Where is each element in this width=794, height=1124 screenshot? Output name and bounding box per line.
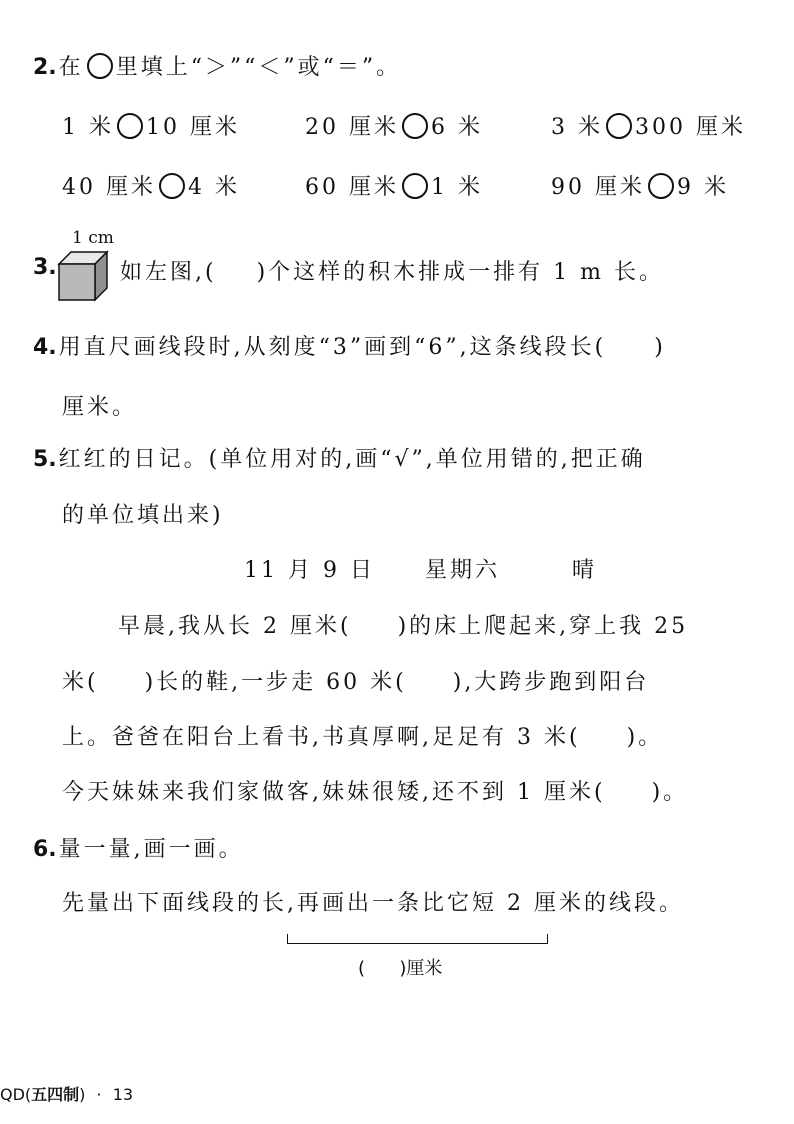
q6-title-text: 量一量,画一画。 bbox=[58, 837, 244, 862]
diary-text: 米( bbox=[62, 670, 99, 695]
page-footer bbox=[0, 1082, 133, 1105]
diary-text: ),大跨步跑到阳台 bbox=[452, 670, 650, 695]
answer-circle[interactable] bbox=[402, 173, 428, 199]
diary-weekday: 星期六 bbox=[425, 558, 501, 583]
q3-text bbox=[120, 255, 664, 286]
answer-circle[interactable] bbox=[402, 113, 428, 139]
q2-item-left: 40 厘米 bbox=[62, 175, 156, 200]
cube-size-label: 1 cm bbox=[72, 228, 114, 248]
footer-dot: · bbox=[96, 1085, 102, 1104]
q2-item-left: 20 厘米 bbox=[305, 115, 399, 140]
diary-weather: 晴 bbox=[572, 558, 598, 583]
q2-item-left: 3 米 bbox=[551, 115, 603, 140]
diary-date: 11 月 9 日 bbox=[244, 558, 375, 583]
q2-item-3[interactable] bbox=[551, 110, 746, 141]
q2-item-right: 300 厘米 bbox=[635, 115, 746, 140]
q2-item-left: 90 厘米 bbox=[551, 175, 645, 200]
q4-text-b: ) bbox=[654, 335, 666, 360]
answer-circle[interactable] bbox=[117, 113, 143, 139]
q2-number: 2. bbox=[33, 55, 57, 80]
line-segment bbox=[287, 934, 548, 944]
q4-line-1 bbox=[33, 330, 666, 361]
q5-line-2 bbox=[62, 498, 224, 529]
q4-number: 4. bbox=[33, 335, 57, 360]
q3-number: 3. bbox=[33, 255, 57, 280]
diary-text: )。 bbox=[651, 780, 689, 805]
q6-number: 6. bbox=[33, 837, 57, 862]
q2-item-2[interactable] bbox=[305, 110, 483, 141]
q2-item-left: 1 米 bbox=[62, 115, 114, 140]
q2-item-6[interactable] bbox=[551, 170, 729, 201]
q4-line-2 bbox=[62, 390, 137, 421]
q2-title bbox=[33, 50, 401, 81]
q2-item-right: 4 米 bbox=[188, 175, 240, 200]
q3-text-b: )个这样的积木排成一排有 1 m 长。 bbox=[256, 260, 665, 285]
answer-circle[interactable] bbox=[159, 173, 185, 199]
q2-item-right: 9 米 bbox=[677, 175, 729, 200]
circle-icon bbox=[87, 53, 113, 79]
diary-text: )长的鞋,一步走 60 米( bbox=[144, 670, 407, 695]
q4-text-a: 用直尺画线段时,从刻度“3”画到“6”,这条线段长( bbox=[58, 335, 607, 360]
diary-line-2 bbox=[62, 665, 649, 696]
q6-instruction: 先量出下面线段的长,再画出一条比它短 2 厘米的线段。 bbox=[62, 891, 684, 916]
q3-line bbox=[33, 255, 59, 280]
diary-text: 早晨,我从长 2 厘米( bbox=[118, 614, 352, 639]
segment-length-label[interactable]: ( )厘米 bbox=[358, 958, 443, 979]
cube-icon bbox=[57, 250, 109, 302]
diary-text: )。 bbox=[626, 725, 664, 750]
q4-text-c: 厘米。 bbox=[62, 395, 138, 420]
diary-text: )的床上爬起来,穿上我 25 bbox=[397, 614, 689, 639]
q2-item-5[interactable] bbox=[305, 170, 483, 201]
diary-text: 上。爸爸在阳台上看书,书真厚啊,足足有 3 米( bbox=[62, 725, 581, 750]
q2-item-right: 6 米 bbox=[431, 115, 483, 140]
footer-close: ) bbox=[79, 1085, 86, 1104]
q2-item-4[interactable] bbox=[62, 170, 240, 201]
q5-number: 5. bbox=[33, 447, 57, 472]
q5-text-a: 红红的日记。(单位用对的,画“√”,单位用错的,把正确 bbox=[58, 447, 646, 472]
diary-line-3 bbox=[62, 720, 663, 751]
q6-title bbox=[33, 832, 244, 863]
page-number: 13 bbox=[112, 1085, 134, 1104]
q2-item-right: 1 米 bbox=[431, 175, 483, 200]
q2-item-right: 10 厘米 bbox=[146, 115, 240, 140]
q2-text-b: 里填上“＞”“＜”或“＝”。 bbox=[115, 55, 402, 80]
diary-text: 今天妹妹来我们家做客,妹妹很矮,还不到 1 厘米( bbox=[62, 780, 606, 805]
footer-edition: QD( bbox=[0, 1085, 32, 1104]
q2-text-a: 在 bbox=[58, 55, 84, 80]
q2-item-1[interactable] bbox=[62, 110, 240, 141]
q2-item-left: 60 厘米 bbox=[305, 175, 399, 200]
q3-text-a: 如左图,( bbox=[120, 260, 217, 285]
q5-line-1 bbox=[33, 442, 646, 473]
q5-text-b: 的单位填出来) bbox=[62, 503, 224, 528]
answer-circle[interactable] bbox=[648, 173, 674, 199]
footer-system: 五四制 bbox=[31, 1085, 80, 1104]
diary-line-1 bbox=[118, 609, 688, 640]
answer-circle[interactable] bbox=[606, 113, 632, 139]
diary-line-4 bbox=[62, 775, 688, 806]
